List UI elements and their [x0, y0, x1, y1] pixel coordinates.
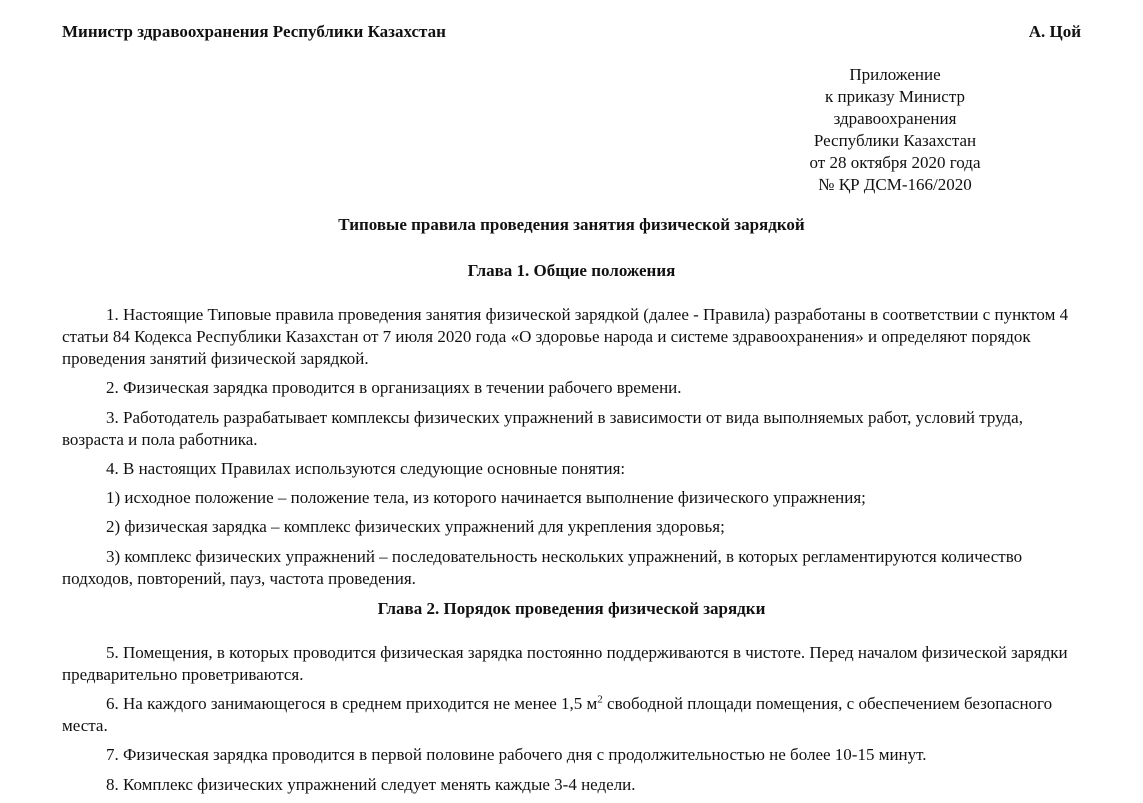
document-title: Типовые правила проведения занятия физической зарядкой — [338, 215, 805, 234]
paragraph-6-text-before: 6. На каждого занимающегося в среднем приходится не менее 1,5 м — [106, 694, 598, 713]
signature-line — [62, 22, 1081, 42]
definition-1: 1) исходное положение – положение тела, из которого начинается выполнение физического упражнения; — [106, 488, 866, 507]
chapter-1-title: Глава 1. Общие положения — [467, 261, 676, 280]
paragraph-4: 4. В настоящих Правилах используются следующие основные понятия: — [106, 459, 626, 478]
paragraph-6-text-after: свободной площади помещения, с обеспечением безопасного места. — [62, 694, 1053, 735]
appendix-line: здравоохранения — [833, 109, 957, 128]
chapter-2-title: Глава 2. Порядок проведения физической зарядки — [377, 599, 766, 618]
appendix-line: № ҚР ДСМ-166/2020 — [818, 175, 972, 194]
definition-3: 3) комплекс физических упражнений – последовательность нескольких упражнений, в которых регламентируются количество подходов, повторений, пауз, частота проведения. — [62, 547, 1023, 588]
paragraph-3: 3. Работодатель разрабатывает комплексы физических упражнений в зависимости от вида выполняемых работ, условий труда, возраста и пола работника. — [62, 408, 1023, 449]
paragraph-2: 2. Физическая зарядка проводится в организациях в течении рабочего времени. — [106, 378, 682, 397]
appendix-line: Приложение — [849, 65, 941, 84]
paragraph-5: 5. Помещения, в которых проводится физическая зарядка постоянно поддерживаются в чистоте. Перед началом физической зарядки предварительно проветриваются. — [62, 643, 1068, 684]
appendix-line: от 28 октября 2020 года — [809, 153, 981, 172]
paragraph-6 — [62, 693, 1080, 737]
appendix-line: к приказу Министр — [825, 87, 965, 106]
definition-2: 2) физическая зарядка – комплекс физических упражнений для укрепления здоровья; — [106, 517, 725, 536]
minister-position: Министр здравоохранения Республики Казахстан — [62, 22, 446, 41]
square-superscript: 2 — [597, 693, 603, 706]
appendix-line: Республики Казахстан — [813, 131, 977, 150]
paragraph-1: 1. Настоящие Типовые правила проведения занятия физической зарядкой (далее - Правила) разработаны в соответствии с пунктом 4 статьи 84 Кодекса Республики Казахстан от 7 июля 2020 года «О здоровье народа и системе здравоохранения» и определяют порядок проведения занятий физической зарядкой. — [62, 305, 1069, 368]
appendix-block — [780, 64, 1010, 196]
minister-name: А. Цой — [1028, 22, 1081, 41]
paragraph-8: 8. Комплекс физических упражнений следует менять каждые 3-4 недели. — [106, 775, 636, 794]
paragraph-7: 7. Физическая зарядка проводится в первой половине рабочего дня с продолжительностью не более 10-15 минут. — [106, 745, 927, 764]
